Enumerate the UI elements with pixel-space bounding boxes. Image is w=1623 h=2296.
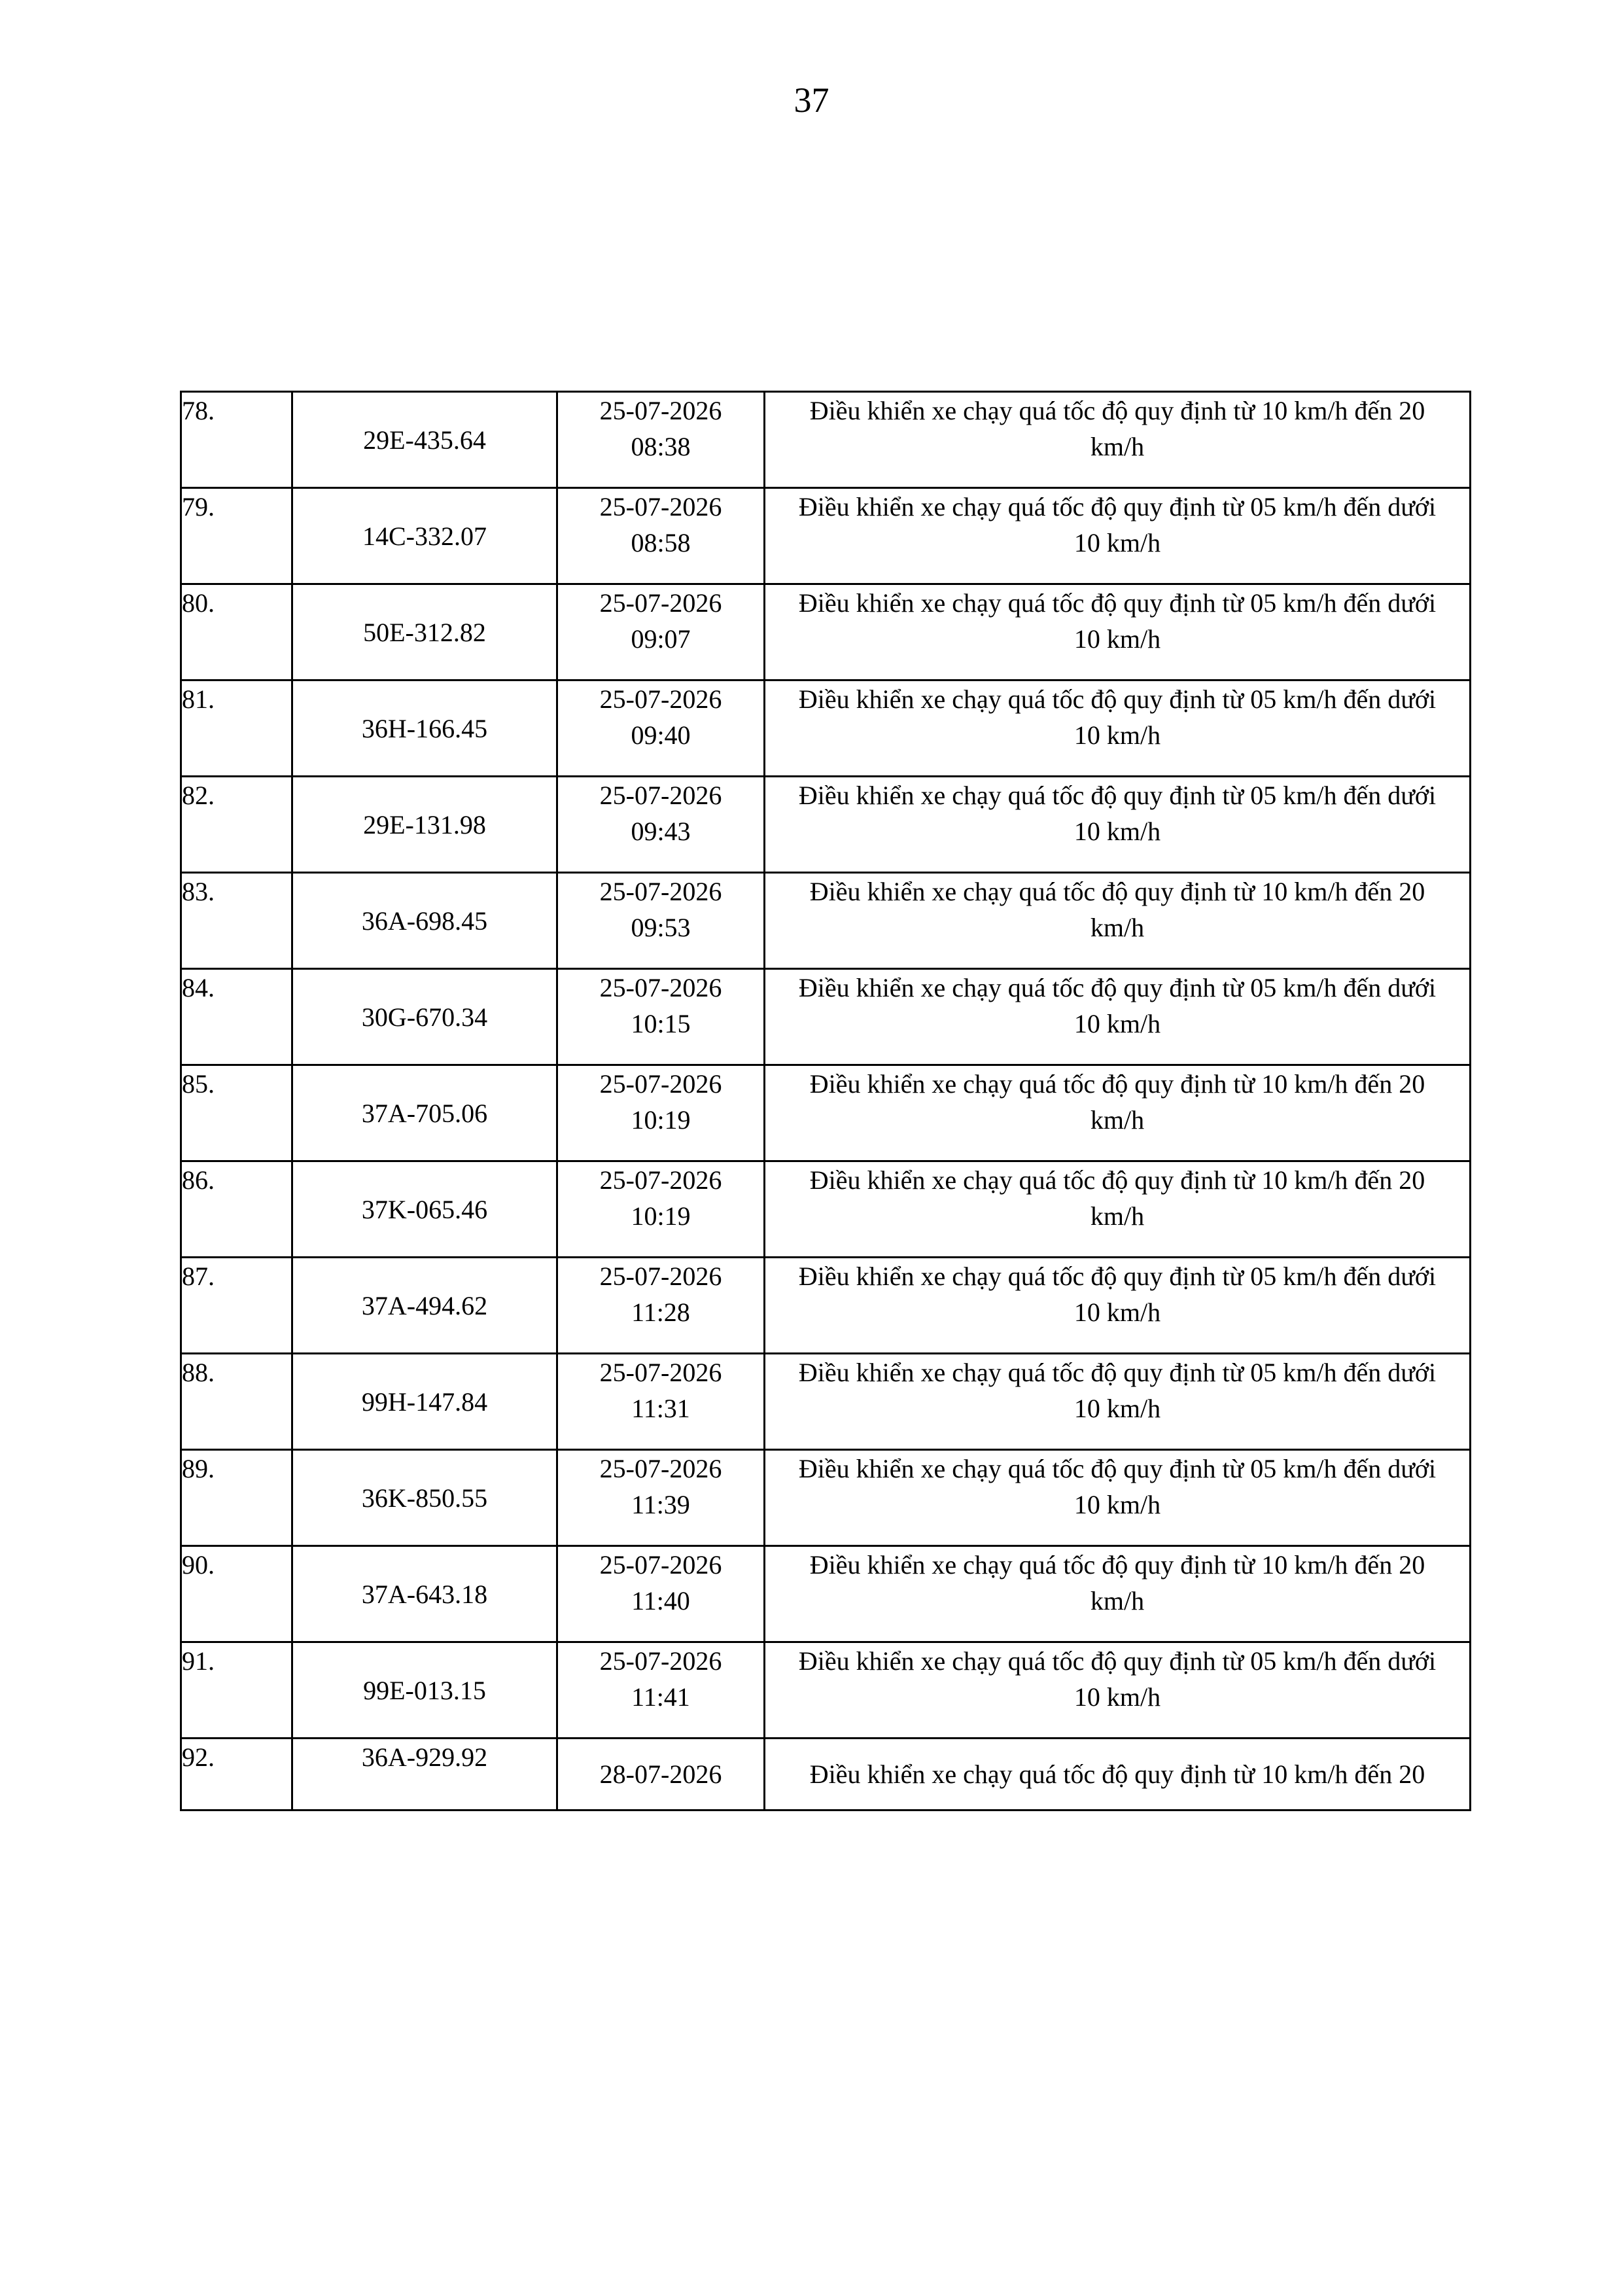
violation-time: 11:28 <box>631 1298 690 1327</box>
row-number: 80. <box>181 584 292 680</box>
violation-time: 11:41 <box>631 1682 690 1712</box>
row-number: 91. <box>181 1642 292 1739</box>
row-number: 84. <box>181 969 292 1065</box>
description-line: Điều khiển xe chạy quá tốc độ quy định từ 05 km/h đến dưới <box>798 1358 1437 1387</box>
violation-datetime <box>557 1258 765 1354</box>
violation-date: 25-07-2026 <box>599 1454 722 1483</box>
violation-description <box>765 680 1471 777</box>
description-line: Điều khiển xe chạy quá tốc độ quy định từ 05 km/h đến dưới <box>798 1646 1437 1676</box>
violation-description <box>765 873 1471 969</box>
violation-description <box>765 392 1471 488</box>
license-plate: 29E-131.98 <box>292 777 557 873</box>
description-line: Điều khiển xe chạy quá tốc độ quy định từ 10 km/h đến 20 <box>809 1165 1425 1195</box>
description-line: Điều khiển xe chạy quá tốc độ quy định từ 05 km/h đến dưới <box>798 684 1437 714</box>
violation-datetime <box>557 777 765 873</box>
table-row <box>181 873 1471 969</box>
violation-datetime <box>557 488 765 584</box>
row-number: 88. <box>181 1354 292 1450</box>
description-line: 10 km/h <box>1073 1490 1161 1519</box>
license-plate: 29E-435.64 <box>292 392 557 488</box>
violation-datetime <box>557 969 765 1065</box>
description-line: Điều khiển xe chạy quá tốc độ quy định từ 05 km/h đến dưới <box>798 588 1437 618</box>
violation-time: 11:39 <box>631 1490 690 1519</box>
table-row <box>181 1258 1471 1354</box>
table-row <box>181 1065 1471 1161</box>
description-line: Điều khiển xe chạy quá tốc độ quy định từ 05 km/h đến dưới <box>798 973 1437 1002</box>
description-line: km/h <box>1090 1586 1145 1616</box>
table-row <box>181 777 1471 873</box>
violation-description <box>765 1642 1471 1739</box>
license-plate: 99H-147.84 <box>292 1354 557 1450</box>
violation-date: 25-07-2026 <box>599 588 722 618</box>
violation-date: 25-07-2026 <box>599 684 722 714</box>
violation-description <box>765 584 1471 680</box>
description-line: 10 km/h <box>1073 1682 1161 1712</box>
license-plate: 37A-494.62 <box>292 1258 557 1354</box>
description-line: 10 km/h <box>1073 817 1161 846</box>
row-number: 83. <box>181 873 292 969</box>
description-line: 10 km/h <box>1073 1394 1161 1423</box>
violation-description <box>765 488 1471 584</box>
description-line: Điều khiển xe chạy quá tốc độ quy định từ 05 km/h đến dưới <box>798 781 1437 810</box>
license-plate: 36A-698.45 <box>292 873 557 969</box>
description-line: Điều khiển xe chạy quá tốc độ quy định từ 05 km/h đến dưới <box>798 1262 1437 1291</box>
description-line: km/h <box>1090 913 1145 942</box>
row-number: 92. <box>181 1739 292 1810</box>
violation-description <box>765 1258 1471 1354</box>
table-row <box>181 969 1471 1065</box>
description-line: Điều khiển xe chạy quá tốc độ quy định từ 05 km/h đến dưới <box>798 492 1437 521</box>
violation-description <box>765 1546 1471 1642</box>
description-line: Điều khiển xe chạy quá tốc độ quy định từ 10 km/h đến 20 <box>809 1550 1425 1580</box>
violation-datetime <box>557 1065 765 1161</box>
description-line: 10 km/h <box>1073 528 1161 557</box>
row-number: 90. <box>181 1546 292 1642</box>
row-number: 81. <box>181 680 292 777</box>
violation-description <box>765 969 1471 1065</box>
violation-date: 25-07-2026 <box>599 877 722 906</box>
license-plate: 30G-670.34 <box>292 969 557 1065</box>
license-plate: 36A-929.92 <box>292 1739 557 1810</box>
violation-date: 28-07-2026 <box>599 1759 722 1789</box>
description-line: km/h <box>1090 432 1145 461</box>
violation-date: 25-07-2026 <box>599 492 722 521</box>
violation-description <box>765 1161 1471 1258</box>
page-number: 37 <box>794 80 829 120</box>
license-plate: 37A-705.06 <box>292 1065 557 1161</box>
violation-time: 09:07 <box>631 624 691 654</box>
violation-description <box>765 1450 1471 1546</box>
description-line: Điều khiển xe chạy quá tốc độ quy định từ 10 km/h đến 20 <box>809 877 1425 906</box>
description-line: 10 km/h <box>1073 720 1161 750</box>
violation-date: 25-07-2026 <box>599 1358 722 1387</box>
violation-time: 11:40 <box>631 1586 690 1616</box>
violation-time: 10:15 <box>631 1009 691 1038</box>
table-row <box>181 392 1471 488</box>
violation-datetime <box>557 1354 765 1450</box>
violation-datetime <box>557 1739 765 1810</box>
violation-datetime <box>557 1161 765 1258</box>
table-row <box>181 1546 1471 1642</box>
violation-description <box>765 1739 1471 1810</box>
description-line: Điều khiển xe chạy quá tốc độ quy định từ 10 km/h đến 20 <box>809 1069 1425 1099</box>
license-plate: 36K-850.55 <box>292 1450 557 1546</box>
violation-datetime <box>557 873 765 969</box>
license-plate: 99E-013.15 <box>292 1642 557 1739</box>
description-line: 10 km/h <box>1073 1009 1161 1038</box>
violation-date: 25-07-2026 <box>599 973 722 1002</box>
row-number: 85. <box>181 1065 292 1161</box>
description-line: km/h <box>1090 1201 1145 1231</box>
violation-datetime <box>557 584 765 680</box>
violation-description <box>765 777 1471 873</box>
table-row <box>181 680 1471 777</box>
table-row <box>181 1354 1471 1450</box>
violation-date: 25-07-2026 <box>599 781 722 810</box>
row-number: 86. <box>181 1161 292 1258</box>
violation-time: 08:38 <box>631 432 691 461</box>
description-line: km/h <box>1090 1105 1145 1135</box>
violation-datetime <box>557 1546 765 1642</box>
description-line: Điều khiển xe chạy quá tốc độ quy định từ 10 km/h đến 20 <box>809 396 1425 425</box>
row-number: 78. <box>181 392 292 488</box>
table-row <box>181 1161 1471 1258</box>
row-number: 89. <box>181 1450 292 1546</box>
violation-time: 10:19 <box>631 1105 691 1135</box>
violation-time: 09:43 <box>631 817 691 846</box>
table-row <box>181 1642 1471 1739</box>
license-plate: 37K-065.46 <box>292 1161 557 1258</box>
table-row <box>181 1450 1471 1546</box>
violation-time: 08:58 <box>631 528 691 557</box>
license-plate: 50E-312.82 <box>292 584 557 680</box>
table-row <box>181 1739 1471 1810</box>
violation-date: 25-07-2026 <box>599 1262 722 1291</box>
description-line: Điều khiển xe chạy quá tốc độ quy định từ 05 km/h đến dưới <box>798 1454 1437 1483</box>
license-plate: 37A-643.18 <box>292 1546 557 1642</box>
table-row <box>181 584 1471 680</box>
violation-time: 11:31 <box>631 1394 690 1423</box>
violations-table <box>180 391 1471 1811</box>
violation-datetime <box>557 680 765 777</box>
description-line: 10 km/h <box>1073 624 1161 654</box>
violation-time: 09:40 <box>631 720 691 750</box>
description-line: Điều khiển xe chạy quá tốc độ quy định từ 10 km/h đến 20 <box>809 1759 1425 1789</box>
violation-date: 25-07-2026 <box>599 1069 722 1099</box>
violation-date: 25-07-2026 <box>599 396 722 425</box>
violation-datetime <box>557 1450 765 1546</box>
row-number: 87. <box>181 1258 292 1354</box>
violation-time: 10:19 <box>631 1201 691 1231</box>
violation-time: 09:53 <box>631 913 691 942</box>
violation-date: 25-07-2026 <box>599 1646 722 1676</box>
violation-datetime <box>557 392 765 488</box>
violation-datetime <box>557 1642 765 1739</box>
license-plate: 14C-332.07 <box>292 488 557 584</box>
violation-description <box>765 1354 1471 1450</box>
description-line: 10 km/h <box>1073 1298 1161 1327</box>
violation-date: 25-07-2026 <box>599 1550 722 1580</box>
table-row <box>181 488 1471 584</box>
row-number: 82. <box>181 777 292 873</box>
violation-date: 25-07-2026 <box>599 1165 722 1195</box>
row-number: 79. <box>181 488 292 584</box>
violation-description <box>765 1065 1471 1161</box>
license-plate: 36H-166.45 <box>292 680 557 777</box>
